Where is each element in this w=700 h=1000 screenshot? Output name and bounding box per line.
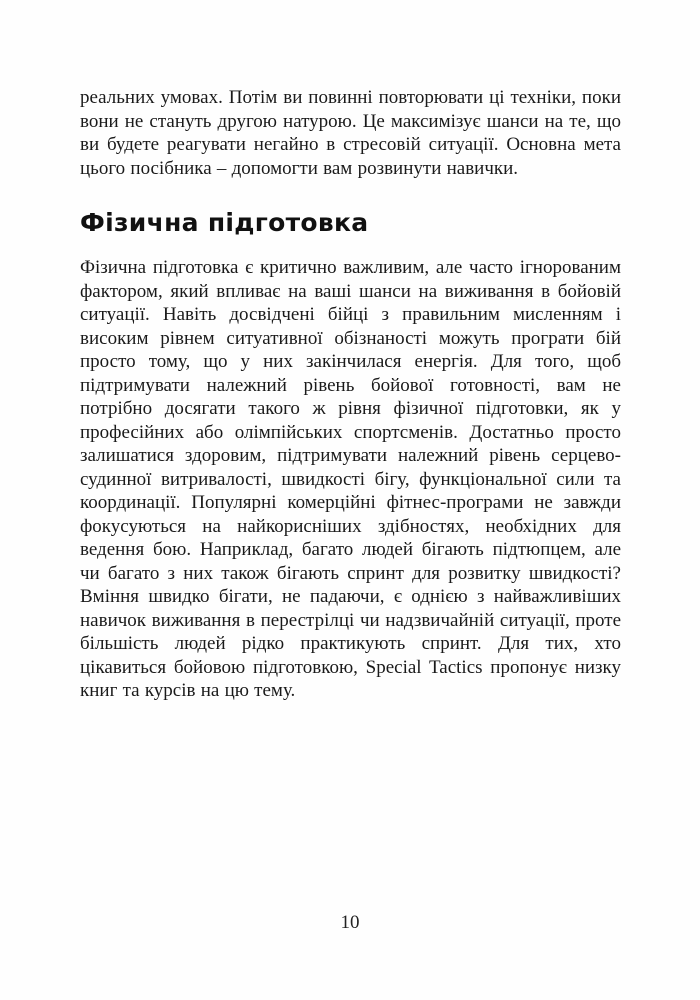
page-content: [80, 86, 621, 703]
page-number: 10: [340, 912, 360, 933]
main-paragraph: Фізична підготовка є критично важливим, але часто ігнорованим фактором, який впливає на ваші шанси на виживання в бойовій ситуації. Навіть досвідчені бійці з правильним мисленням і високим рівнем ситуативної обізнаності можуть програти бій просто тому, що у них закінчилася енергія. Для того, щоб підтримувати належний рівень бойової готовності, вам не потрібно досягати такого ж рівня фізичної підготовки, як у професійних або олімпійських спортсменів. Достатньо просто залишатися здоровим, підтримувати належний рівень серцево-судинної витривалості, швидкості бігу, функціональної сили та координації. Популярні комерційні фітнес-програми не завжди фокусуються на найкорисніших здібностях, необхідних для ведення бою. Наприклад, багато людей бігають підтюпцем, але чи багато з них також бігають спринт для розвитку швидкості? Вміння швидко бігати, не падаючи, є однією з найважливіших навичок виживання в перестрілці чи надзвичайній ситуації, проте більшість людей рідко практикують спринт. Для тих, хто цікавиться бойовою підготовкою, Special Tactics пропонує низку книг та курсів на цю тему.: [80, 257, 621, 701]
intro-paragraph: реальних умовах. Потім ви повинні повторювати ці техніки, поки вони не стануть другою натурою. Це максимізує шанси на те, що ви будете реагувати негайно в стресовій ситуації. Основна мета цього посібника – допомогти вам розвинути навички.: [80, 87, 621, 179]
section-heading: Фізична підготовка: [80, 208, 369, 237]
